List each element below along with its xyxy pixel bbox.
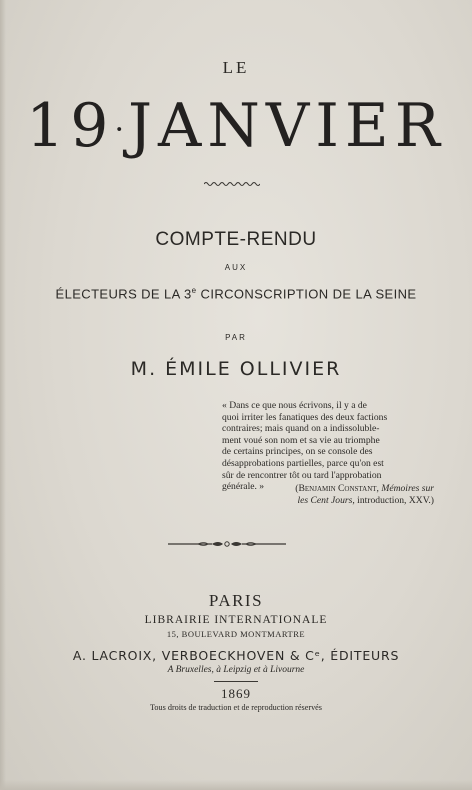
electeurs-sup: e [191, 286, 197, 295]
wavy-rule-icon [204, 181, 260, 187]
imprint-address: 15, BOULEVARD MONTMARTRE [166, 629, 306, 639]
attribution-line-2 [295, 495, 434, 507]
attribution-work-2: les Cent Jours [297, 495, 353, 506]
main-title-word: JANVIER [128, 91, 446, 161]
imprint-branches: A Bruxelles, à Leipzig et à Livourne [167, 665, 305, 675]
main-title [18, 90, 454, 166]
electeurs-post: CIRCONSCRIPTION DE LA SEINE [196, 286, 417, 302]
epigraph-line: générale. » [222, 481, 265, 493]
attribution-line-1 [295, 483, 434, 495]
author-name: M. ÉMILE OLLIVIER [130, 358, 342, 380]
epigraph-line: désapprobations partielles, parce qu'on est [222, 457, 384, 469]
epigraph-line: contraires; mais quand on a indissoluble- [222, 423, 380, 435]
subtitle-aux: AUX [224, 263, 248, 272]
attribution-author: Benjamin Constant [298, 483, 377, 494]
title-article: LE [222, 58, 250, 77]
main-title-number: 19 [26, 91, 115, 161]
epigraph-line: quoi irriter les fanatiques des deux factions [222, 411, 388, 423]
imprint-city: PARIS [208, 591, 264, 610]
epigraph-attribution [295, 483, 434, 507]
imprint-year: 1869 [221, 686, 251, 701]
imprint-publisher: LIBRAIRIE INTERNATIONALE [144, 614, 328, 626]
attribution-sep: , [376, 483, 382, 494]
page-bottom-edge-shadow [0, 780, 472, 790]
imprint-rights: Tous droits de traduction et de reproduction réservés [150, 703, 322, 712]
electeurs-line [0, 286, 472, 301]
attribution-work-1: Mémoires sur [381, 483, 434, 494]
epigraph-line: de certains principes, on se console des [222, 446, 373, 458]
epigraph-line: « Dans ce que nous écrivons, il y a de [222, 400, 367, 411]
subtitle: COMPTE-RENDU [155, 229, 317, 250]
wavy-rule-ornament [204, 181, 260, 187]
epigraph-line: ment voué son nom et sa vie au triomphe [222, 434, 380, 446]
imprint-editors: A. LACROIX, VERBOECKHOVEN & Cᵉ, ÉDITEURS [72, 648, 400, 663]
main-title-dot: · [114, 112, 128, 148]
electeurs-pre: ÉLECTEURS DE LA 3 [55, 286, 192, 302]
attribution-open: ( [295, 483, 299, 494]
attribution-rest: , introduction, XXV.) [352, 495, 434, 506]
decorative-ornament [168, 540, 286, 548]
epigraph-quote [222, 400, 434, 493]
epigraph-line: sûr de rencontrer tôt ou tard l'approbation [222, 469, 382, 481]
imprint-rule [214, 681, 258, 682]
by-line-par: PAR [225, 333, 247, 342]
scroll-ornament-icon [168, 540, 286, 548]
